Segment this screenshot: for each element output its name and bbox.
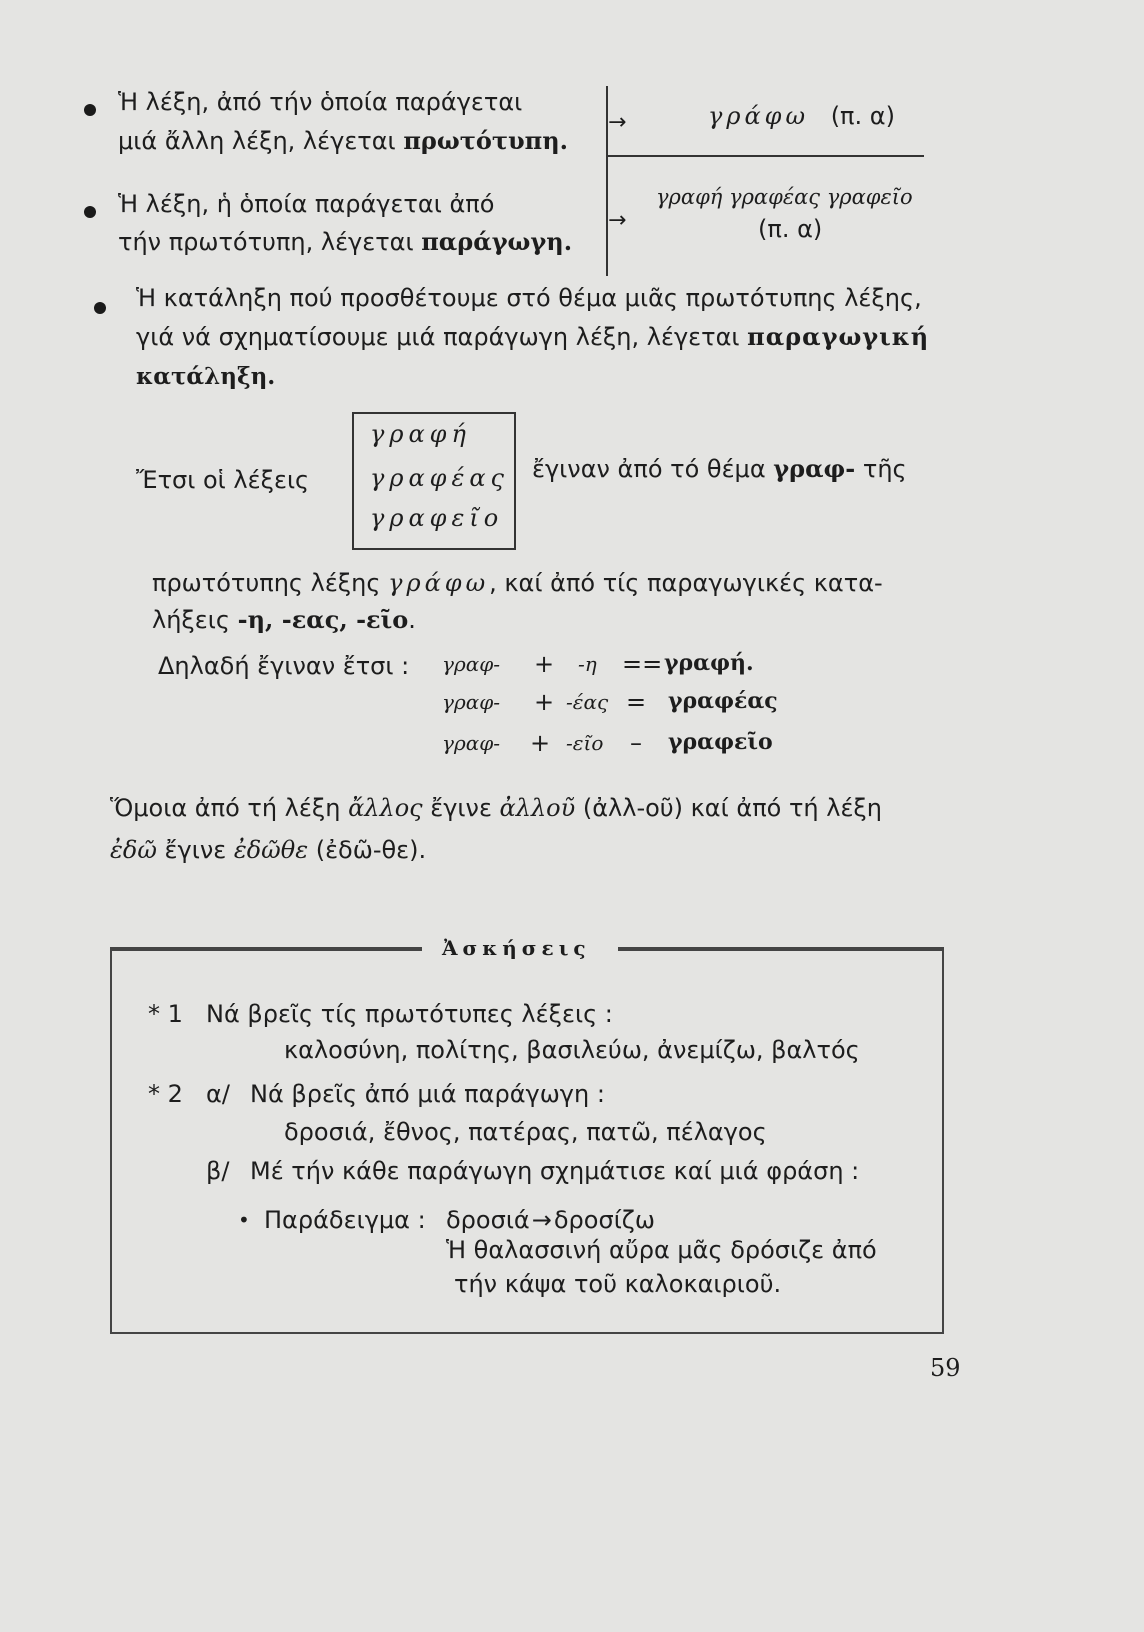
example-after-box [532,454,907,483]
line3-text: λήξεις [152,606,238,634]
derivation-ending: -εῖο [566,731,604,755]
example-derivation [446,1206,655,1234]
def2-line1: Ἡ λέξη, ἡ ὁποία παράγεται ἀπό [118,190,495,218]
derivation-ending: -έας [566,690,609,714]
example-line3 [152,605,416,634]
ex2b-text: Μέ τήν κάθε παράγωγη σχημάτισε καί μιά φράση : [250,1157,860,1185]
definition-separator-horizontal [606,155,924,157]
ex2b-label: β/ [206,1157,230,1185]
similar-line2 [110,836,426,864]
after-box-suffix: τῆς [855,455,907,483]
arrow-right-icon: → [608,208,627,233]
term-derivational-ending: παραγωγική [747,322,930,351]
derivation-stem: γραφ- [442,652,500,676]
similar-line1 [110,794,882,822]
word-edo: ἐδῶ [110,836,157,864]
stem-graph: γραφ- [773,454,856,483]
derivation-ending: -η [578,652,597,676]
similar-text-a: Ὅμοια ἀπό τή λέξη [110,794,349,822]
example-word: δροσιά [446,1206,530,1234]
word-allos: ἄλλος [348,794,423,822]
ex2a-text: Νά βρεῖς ἀπό μιά παράγωγη : [250,1080,605,1108]
bullet-dot-2 [84,206,96,218]
bullet-dot-1 [84,104,96,116]
def1-line2-text: μιά ἄλλη λέξη, λέγεται [118,127,404,155]
derivation-stem: γραφ- [442,731,500,755]
derivation-result: γραφή. [664,650,754,676]
example-line2 [152,569,883,597]
def1-line2 [118,126,568,155]
similar-text-e: (ἐδῶ-θε). [308,836,427,864]
page-number: 59 [930,1354,961,1382]
term-ending: κατάληξη. [136,363,276,390]
bullet-dot-3 [94,302,106,314]
def1-example [708,102,895,130]
similar-text-c: (ἀλλ-οῦ) καί ἀπό τή λέξη [575,794,883,822]
word-allou: ἀλλοῦ [499,794,576,822]
derivation-equals: = [626,688,647,716]
example-intro: Ἔτσι οἱ λέξεις [136,466,310,494]
derivation-plus: + [534,650,555,678]
derivation-intro: Δηλαδή ἔγιναν ἔτσι : [158,652,410,680]
derivation-result: γραφέας [668,688,778,714]
ex2-label: * 2 [148,1080,183,1108]
derivation-equals: == [622,650,663,678]
derivation-plus: + [530,729,551,757]
term-prototype: πρωτότυπη. [403,126,569,155]
boxed-word-3: γραφεῖο [370,504,504,532]
line3-suffix: . [408,606,416,634]
example-sentence-line2: τήν κάψα τοῦ καλοκαιριοῦ. [454,1270,782,1298]
ex1-label: * 1 [148,1000,183,1028]
example-derived-word: δροσίζω [553,1206,655,1234]
boxed-word-2: γραφέας [370,464,509,492]
ex1-words: καλοσύνη, πολίτης, βασιλεύω, ἀνεμίζω, βαλτός [284,1036,860,1064]
similar-text-b: ἔγινε [422,794,500,822]
def2-example-note: (π. α) [758,215,823,243]
term-derivative: παράγωγη. [421,227,573,256]
line2-text: πρωτότυπης λέξης [152,569,389,597]
line2-suffix: , καί ἀπό τίς παραγωγικές κατα- [489,569,883,597]
def3-line2-text: γιά νά σχηματίσουμε μιά παράγωγη λέξη, λέγεται [136,323,748,351]
derivation-stem: γραφ- [442,690,500,714]
def1-line1: Ἡ λέξη, ἀπό τήν ὁποία παράγεται [118,88,523,116]
word-edothe: ἐδῶθε [233,836,309,864]
derivation-result: γραφεῖο [668,729,773,755]
def2-line2-text: τήν πρωτότυπη, λέγεται [118,228,422,256]
arrow-right-icon: → [608,110,627,135]
ex1-text: Νά βρεῖς τίς πρωτότυπες λέξεις : [206,1000,613,1028]
endings-list: -η, -εας, -εῖο [237,605,409,634]
exercises-title: Ἀσκήσεις [442,936,591,960]
arrow-right-icon: → [531,1206,552,1234]
example-sentence-line1: Ἡ θαλασσινή αὔρα μᾶς δρόσιζε ἀπό [446,1236,877,1264]
derivation-equals: – [630,729,642,757]
def2-example: γραφή γραφέας γραφεῖο [656,185,913,209]
def1-example-note: (π. α) [830,102,895,130]
example-label: Παράδειγμα : [264,1206,426,1234]
ex2a-words: δροσιά, ἔθνος, πατέρας, πατῶ, πέλαγος [284,1118,767,1146]
boxed-word-1: γραφή [370,420,471,448]
def3-line1: Ἡ κατάληξη πού προσθέτουμε στό θέμα μιᾶς πρωτότυπης λέξης, [136,284,922,312]
def3-line2 [136,322,929,351]
def2-line2 [118,227,572,256]
after-box-text: ἔγιναν ἀπό τό θέμα [532,455,774,483]
similar-text-d: ἔγινε [156,836,234,864]
word-grafo: γράφω [388,569,490,597]
def1-example-word: γράφω [708,102,810,130]
derivation-plus: + [534,688,555,716]
ex2a-label: α/ [206,1080,230,1108]
example-bullet: • [238,1208,250,1232]
